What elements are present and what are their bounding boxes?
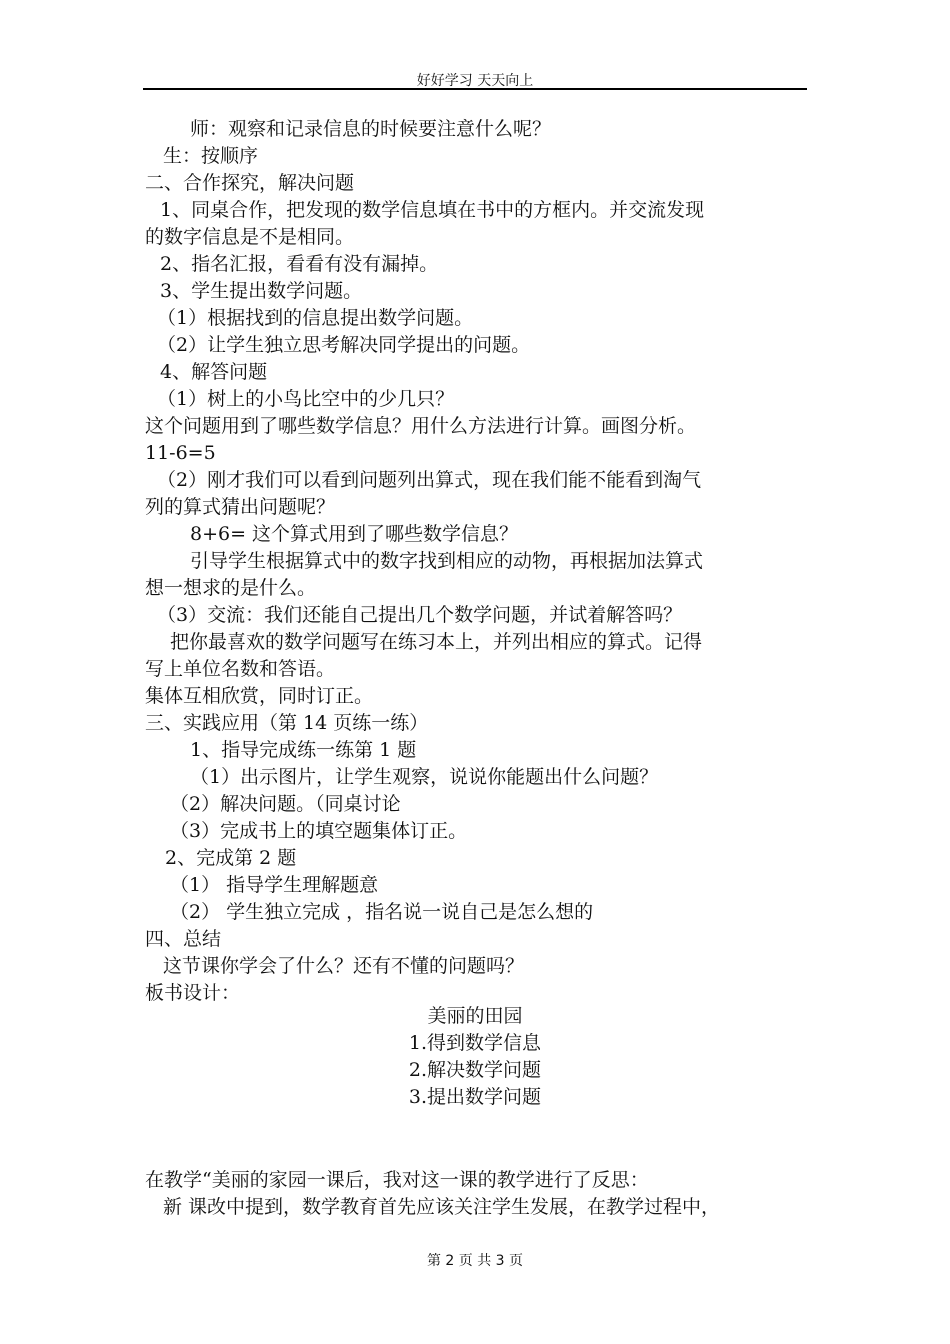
section-heading: 二、合作探究，解决问题: [145, 172, 355, 194]
paragraph-line: （2） 学生独立完成 ，指名说一说自己是怎么想的: [170, 901, 594, 923]
paragraph-line: （3）交流：我们还能自己提出几个数学问题，并试着解答吗？: [157, 604, 683, 626]
paragraph-line: 2、完成第 2 题: [165, 847, 297, 869]
paragraph-line: （1） 指导学生理解题意: [170, 874, 379, 896]
paragraph-line: 4、解答问题: [160, 361, 268, 383]
paragraph-line: 这个问题用到了哪些数学信息？用什么方法进行计算。画图分析。: [145, 415, 697, 437]
paragraph-line: 的数字信息是不是相同。: [145, 226, 355, 248]
paragraph-line: 3、学生提出数学问题。: [160, 280, 363, 302]
paragraph-line: 板书设计：: [145, 982, 241, 1004]
page-header: 好好学习 天天向上: [416, 73, 534, 89]
paragraph-line: 生：按顺序: [163, 145, 259, 167]
section-heading: 四、总结: [145, 928, 222, 950]
board-title: 美丽的田园: [427, 1005, 523, 1027]
paragraph-line: 8+6= 这个算式用到了哪些数学信息？: [190, 523, 519, 545]
board-item: 1.得到数学信息: [408, 1032, 542, 1054]
paragraph-line: （2）让学生独立思考解决同学提出的问题。: [157, 334, 531, 356]
board-item: 2.解决数学问题: [408, 1059, 542, 1081]
paragraph-line: 集体互相欣赏，同时订正。: [145, 685, 374, 707]
paragraph-line: 这节课你学会了什么？还有不懂的问题吗？: [163, 955, 525, 977]
paragraph-line: （1）树上的小鸟比空中的少几只？: [157, 388, 455, 410]
page-number: 第 2 页 共 3 页: [426, 1253, 524, 1269]
equation-line: 11-6=5: [145, 442, 216, 464]
paragraph-line: （1）根据找到的信息提出数学问题。: [157, 307, 474, 329]
paragraph-line: （3）完成书上的填空题集体订正。: [170, 820, 468, 842]
paragraph-line: 写上单位名数和答语。: [145, 658, 336, 680]
paragraph-line: 想一想求的是什么。: [145, 577, 317, 599]
paragraph-line: 2、指名汇报，看看有没有漏掉。: [160, 253, 439, 275]
paragraph-line: 师：观察和记录信息的时候要注意什么呢？: [190, 118, 552, 140]
paragraph-line: 在教学“美丽的家园一课后，我对这一课的教学进行了反思：: [145, 1169, 649, 1191]
paragraph-line: （1）出示图片，让学生观察，说说你能题出什么问题？: [190, 766, 659, 788]
header-divider: [143, 88, 807, 90]
paragraph-line: 新 课改中提到，数学教育首先应该关注学生发展，在教学过程中，: [163, 1196, 721, 1218]
paragraph-line: 列的算式猜出问题呢？: [145, 496, 336, 518]
paragraph-line: 1、同桌合作，把发现的数学信息填在书中的方框内。并交流发现: [160, 199, 705, 221]
paragraph-line: 1、指导完成练一练第 1 题: [190, 739, 417, 761]
section-heading: 三、实践应用（第 14 页练一练）: [145, 712, 429, 734]
board-item: 3.提出数学问题: [408, 1086, 542, 1108]
paragraph-line: 引导学生根据算式中的数字找到相应的动物，再根据加法算式: [190, 550, 704, 572]
paragraph-line: （2）解决问题。（同桌讨论: [170, 793, 401, 815]
paragraph-line: （2）刚才我们可以看到问题列出算式，现在我们能不能看到淘气: [157, 469, 702, 491]
paragraph-line: 把你最喜欢的数学问题写在练习本上，并列出相应的算式。记得: [170, 631, 703, 653]
